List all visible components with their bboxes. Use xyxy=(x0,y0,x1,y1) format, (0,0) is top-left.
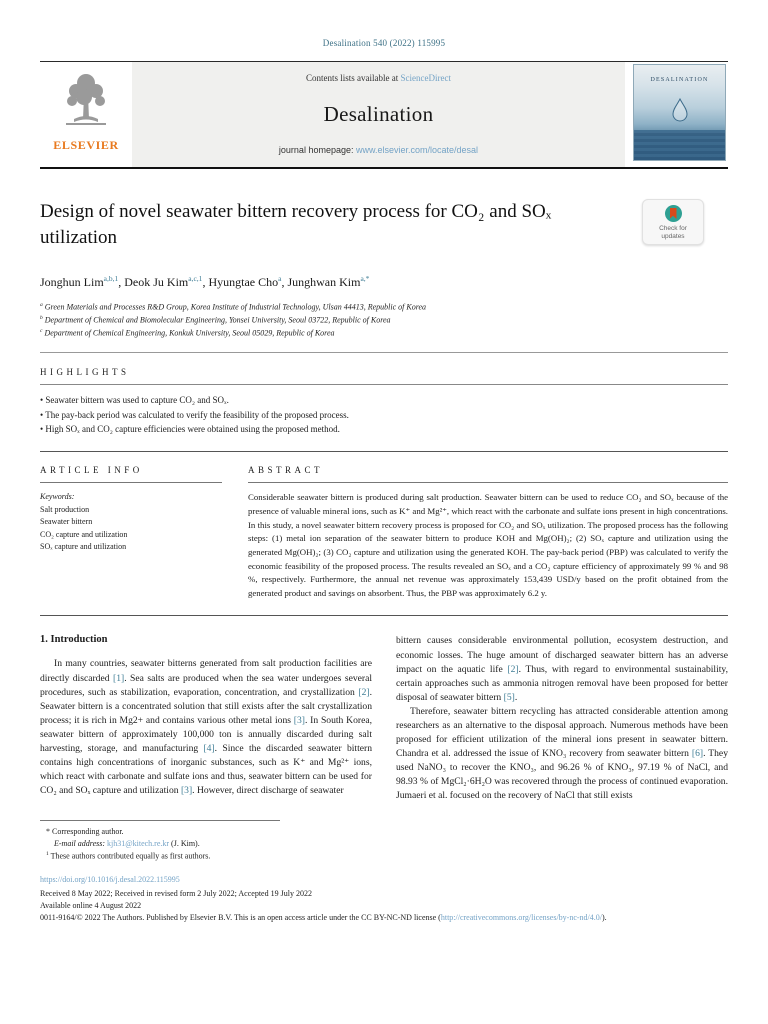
footnote-divider xyxy=(40,820,280,821)
check-for-updates-icon xyxy=(665,205,682,222)
keyword: Salt production xyxy=(40,504,90,514)
journal-cover-thumbnail xyxy=(633,64,726,161)
abstract-text: Considerable seawater bittern is produced during salt production. Seawater bittern can be used to reduce CO₂ and SOₓ because of the presence of valuable mineral ions, such as K⁺ and Mg²⁺, which react with the carbonate and sulfate ions present in high concentrations. In this study, a novel seawater bittern recovery process is proposed for CO₂ and SOₓ utilization. The proposed process has the following steps: (1) metal ion separation of the seawater bittern to produce KOH and Mg(OH)₂; (2) SOₓ capture and utilization using the generated Mg(OH)₂; (3) CO₂ capture and utilization using the generated KOH. The pay-back period (PBP) was calculated to verify the economic feasibility of the proposed process. The results revealed an SOₓ and a CO₂ capture efficiency of approximately 99 % and 98 %, respectively. Furthermore, the annual net revenue was approximately 153,439 USD/y based on the profit obtained from the generated product and savings on absorbent. Thus, the PBP was approximately 6.2 y. xyxy=(248,492,728,598)
bookmark-icon xyxy=(670,208,677,219)
doi-link[interactable]: https://doi.org/10.1016/j.desal.2022.115995 xyxy=(40,875,180,885)
elsevier-logo xyxy=(40,62,132,167)
highlights-heading: HIGHLIGHTS xyxy=(40,367,130,378)
check-for-updates-badge[interactable] xyxy=(642,199,704,245)
author: Hyungtae Cho$^a$ , xyxy=(208,275,287,289)
divider xyxy=(40,615,728,616)
email-link[interactable]: kjh31@kitech.re.kr xyxy=(107,838,170,848)
highlights-list xyxy=(40,393,728,436)
keyword: SOₓ capture and utilization xyxy=(40,541,127,551)
article-info-heading: ARTICLE INFO xyxy=(40,465,143,476)
body-paragraph: Therefore, seawater bittern recycling has attracted considerable attention among researchers as an alternative to the disposal approach. Numerous methods have been proposed for efficient utilization of the mineral ions present in seawater bittern. Chandra et al. addressed the issue of KNO₃ recovery from seawater bittern [6]. They used NaNO₃ to recover the KNO₃, and 96.26 % of KNO₃, 97.19 % of NaCl, and 98.93 % of MgCl₂·6H₂O was recovered through the process of continued evaporation. Jumaeri et al. focused on the recovery of NaCl that still exists xyxy=(396,705,728,802)
affiliations xyxy=(40,301,728,339)
keyword: Seawater bittern xyxy=(40,517,93,527)
divider xyxy=(248,482,728,483)
abstract-column xyxy=(248,465,728,600)
affiliation: $^b$ Department of Chemical and Biomolecular Engineering, Yonsei University, Seoul 03722, Republic of Korea xyxy=(40,314,391,325)
introduction-heading: 1. Introduction xyxy=(40,634,108,646)
cover-area xyxy=(625,62,728,167)
author-affiliation-marks: a,b,1 xyxy=(103,274,119,284)
right-column xyxy=(396,634,728,803)
affiliation: $^a$ Green Materials and Processes R&D Group, Korea Institute of Industrial Technology, Ulsan 44413, Republic of Korea xyxy=(40,302,427,312)
copyright-line: 0011-9164/© 2022 The Authors. Published by Elsevier B.V. This is an open access article under the CC BY-NC-ND license (http://creativecommons.org/licenses/by-nc-nd/4.0/). xyxy=(40,913,607,923)
author-affiliation-marks: a xyxy=(278,274,282,284)
badge-label: Check for updates xyxy=(659,225,687,241)
keywords-block xyxy=(40,491,222,553)
contents-line: Contents lists available at ScienceDirect xyxy=(306,73,451,83)
body-paragraph: bittern causes considerable environmental pollution, ecosystem destruction, and economic losses. The huge amount of discharged seawater bittern has an adverse impact on the aquatic life [2]. Thus, with regard to environmental sustainability, certain approaches such as ammonia nitrogen removal have been proposed for better disposal of seawater bittern [5]. xyxy=(396,635,728,703)
keywords-label: Keywords: xyxy=(40,492,75,502)
journal-title: Desalination xyxy=(323,101,434,126)
journal-homepage-link[interactable]: www.elsevier.com/locate/desal xyxy=(356,145,479,155)
water-drop-icon xyxy=(670,97,690,128)
received-dates: Received 8 May 2022; Received in revised form 2 July 2022; Accepted 19 July 2022 xyxy=(40,889,312,899)
masthead-center xyxy=(132,62,625,167)
article-info-column xyxy=(40,465,222,600)
corresponding-author-note: * Corresponding author. xyxy=(46,826,124,836)
elsevier-tree-icon xyxy=(58,69,114,136)
footnotes xyxy=(40,826,728,864)
homepage-line: journal homepage: www.elsevier.com/locate/desal xyxy=(278,145,479,155)
info-abstract-section xyxy=(40,465,728,600)
elsevier-wordmark: ELSEVIER xyxy=(53,138,119,152)
introduction-section xyxy=(40,634,728,803)
title-row xyxy=(40,199,728,250)
cc-license-link[interactable]: http://creativecommons.org/licenses/by-nc-nd/4.0/ xyxy=(440,913,602,923)
footer-meta xyxy=(40,874,728,924)
author-affiliation-marks: a,* xyxy=(360,274,370,284)
left-column xyxy=(40,634,372,803)
affiliation: $^c$ Department of Chemical Engineering, Konkuk University, Seoul 05029, Republic of Korea xyxy=(40,327,335,338)
author-list xyxy=(40,274,728,290)
highlight-item: • The pay-back period was calculated to verify the feasibility of the proposed process. xyxy=(40,408,728,422)
email-note: E-mail address: kjh31@kitech.re.kr (J. Kim). xyxy=(54,838,200,848)
cover-sea-image xyxy=(634,130,725,160)
sciencedirect-link[interactable]: ScienceDirect xyxy=(400,73,451,83)
author: Jonghun Lim$^{a,b,1}$ , xyxy=(40,275,124,289)
author: Junghwan Kim$^{a,*}$ xyxy=(287,274,370,290)
highlight-item: • High SOₓ and CO₂ capture efficiencies were obtained using the proposed method. xyxy=(40,422,728,436)
highlights-section xyxy=(40,367,728,436)
journal-citation: Desalination 540 (2022) 115995 xyxy=(322,38,446,48)
available-online: Available online 4 August 2022 xyxy=(40,901,142,911)
divider xyxy=(40,352,728,353)
body-paragraph: In many countries, seawater bitterns generated from salt production facilities are directly discarded [1]. Sea salts are produced when the sea water undergoes several procedures, such as stabilization, evaporation, concentration, and crystallization [2]. Seawater bittern is a concentrated solution that still exists after the salt crystallization process; it is rich in Mg2+ and contains various other metal ions [3]. In South Korea, seawater bittern of approximately 100,000 ton is annually discarded during salt harvesting, storage, and manufacturing [4]. Since the discarded seawater bittern contains high concentrations of inorganic substances, such as K⁺ and Mg²⁺ ions, which react with carbonate and sulfate ions and thus, seawater bittern can be used for CO₂ and SOₓ capture and utilization [3]. However, direct discharge of seawater xyxy=(40,658,372,797)
author-affiliation-marks: a,c,1 xyxy=(188,274,203,284)
abstract-heading: ABSTRACT xyxy=(248,465,324,476)
cover-title: DESALINATION xyxy=(650,77,709,83)
divider xyxy=(40,384,728,385)
author: Deok Ju Kim$^{a,c,1}$ , xyxy=(124,275,208,289)
divider xyxy=(40,482,222,483)
highlight-item: • Seawater bittern was used to capture CO₂ and SOₓ. xyxy=(40,393,728,407)
article-title: Design of novel seawater bittern recovery process for CO₂ and SOₓ utilization xyxy=(40,201,552,248)
divider xyxy=(40,451,728,452)
keyword: CO₂ capture and utilization xyxy=(40,529,128,539)
equal-contribution-note: $^1$ These authors contributed equally as first authors. xyxy=(46,851,211,861)
masthead xyxy=(40,61,728,169)
